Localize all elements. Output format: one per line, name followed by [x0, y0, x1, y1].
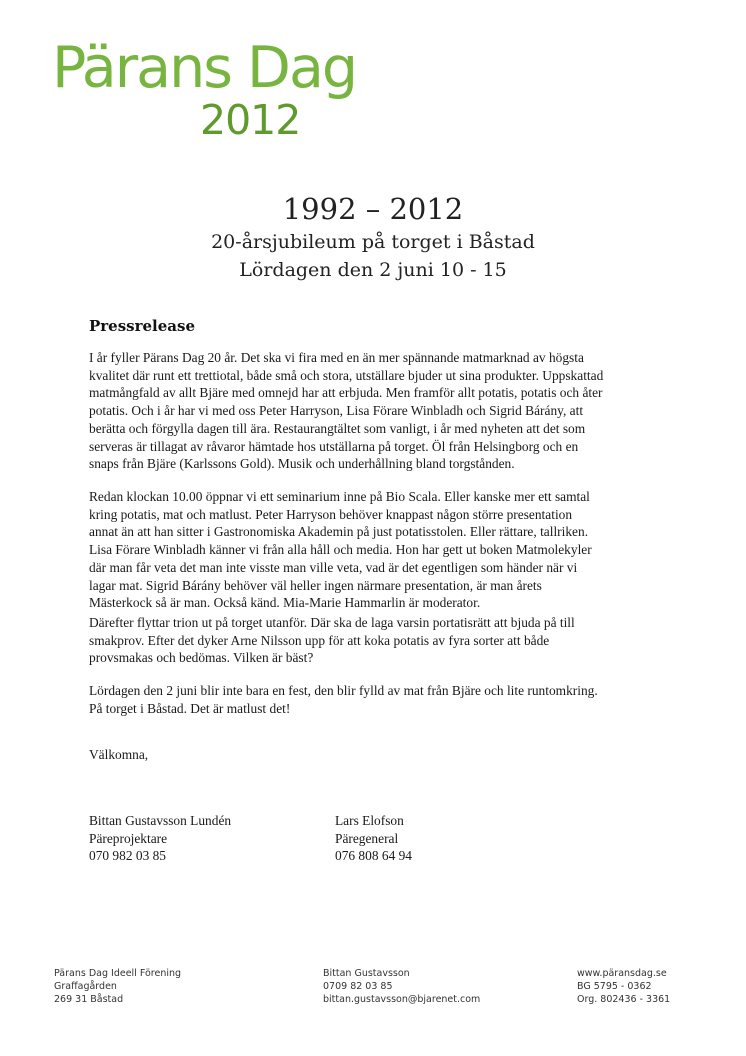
text-line: potatis. Och i år har vi med oss Peter Harryson, Lisa Förare Winbladh och Sigrid Bárány, att — [89, 403, 584, 419]
text-line: provsmakas och bedömas. Vilken är bäst? — [89, 650, 314, 666]
text-line: Därefter flyttar trion ut på torget utanför. Där ska de laga varsin portatisrätt att bjuda på till — [89, 615, 575, 630]
signature-role: Päreprojektare — [89, 830, 168, 846]
press-release-title: Pressrelease — [89, 317, 196, 335]
footer-line: Bittan Gustavsson — [323, 968, 410, 979]
footer-organization — [54, 967, 181, 1006]
signature-block — [335, 812, 412, 865]
footer-contact — [323, 967, 480, 1006]
text-line: Lördagen den 2 juni blir inte bara en fest, den blir fylld av mat från Bjäre och lite runtomkring. — [89, 683, 598, 698]
signature-name: Lars Elofson — [335, 813, 404, 828]
anniversary-years: 1992 – 2012 — [282, 192, 464, 226]
paragraph-cooking — [89, 614, 629, 667]
anniversary-subtitle: 20-årsjubileum på torget i Båstad — [211, 231, 535, 253]
signature-phone: 070 982 03 85 — [89, 848, 166, 864]
text-line: kvalitet där runt ett trettiotal, både små och stora, utställare bjuder ut sina produkter. Uppskattad — [89, 367, 604, 383]
text-line: Mästerkock så är man. Också känd. Mia-Marie Hammarlin är moderator. — [89, 595, 481, 611]
text-line: I år fyller Pärans Dag 20 år. Det ska vi fira med en än mer spännande matmarknad av högsta — [89, 350, 584, 365]
text-line: berätta och förgylla dagen till ära. Restaurangtältet som vanligt, i år med nyheten att det som — [89, 420, 586, 436]
text-line: Lisa Förare Winbladh känner vi från alla håll och media. Hon har gett ut boken Matmolekyler — [89, 542, 592, 558]
signature-role: Päregeneral — [335, 830, 399, 846]
text-line: annat än att han sitter i Gastronomiska Akademin på just potatisstolen. Eller rättare, tallriken. — [89, 524, 589, 540]
text-line: lagar mat. Sigrid Bárány behöver väl heller ingen närmare presentation, är man årets — [89, 577, 542, 593]
text-line: Redan klockan 10.00 öppnar vi ett seminarium inne på Bio Scala. Eller kanske mer ett samtal — [89, 489, 590, 504]
footer-line: Graffagården — [54, 981, 117, 992]
logo-year: 2012 — [200, 96, 301, 144]
signature-block — [89, 812, 231, 865]
footer-line: Pärans Dag Ideell Förening — [54, 968, 182, 979]
signature-phone: 076 808 64 94 — [335, 848, 412, 864]
footer-line: BG 5795 - 0362 — [577, 981, 652, 992]
footer-line: 269 31 Båstad — [54, 994, 124, 1005]
signature-name: Bittan Gustavsson Lundén — [89, 813, 232, 828]
footer-website[interactable]: www.päransdag.se — [577, 968, 667, 979]
paragraph-intro — [89, 349, 629, 473]
text-line: där man får veta det man inte visste man ville veta, vad är det egentligen som händer när vi — [89, 559, 578, 575]
text-line: serveras är tillagat av råvaror hämtade hos utställarna på torget. Öl från Helsingborg och en — [89, 438, 579, 454]
greeting: Välkomna, — [89, 747, 149, 762]
text-line: På torget i Båstad. Det är matlust det! — [89, 700, 291, 716]
footer-line: Org. 802436 - 3361 — [577, 994, 671, 1005]
footer-email[interactable]: bittan.gustavsson@bjarenet.com — [323, 994, 481, 1005]
text-line: kring potatis, mat och matlust. Peter Harryson behöver knappast någon större presentation — [89, 506, 573, 522]
logo — [52, 35, 357, 144]
paragraph-seminar — [89, 488, 629, 612]
event-date: Lördagen den 2 juni 10 - 15 — [239, 259, 507, 281]
text-line: matmångfald av allt Bjäre med omnejd har att erbjuda. Men framför allt potatis, potatis och åter — [89, 385, 603, 401]
footer-info — [577, 967, 670, 1006]
paragraph-closing — [89, 682, 629, 717]
footer-line: 0709 82 03 85 — [323, 981, 393, 992]
logo-title: Pärans Dag — [52, 35, 357, 101]
text-line: snaps från Bjäre (Karlssons Gold). Musik och underhållning bland torgstånden. — [89, 456, 515, 472]
text-line: smakprov. Efter det dyker Arne Nilsson upp för att koka potatis av fyra sorter att både — [89, 632, 550, 648]
